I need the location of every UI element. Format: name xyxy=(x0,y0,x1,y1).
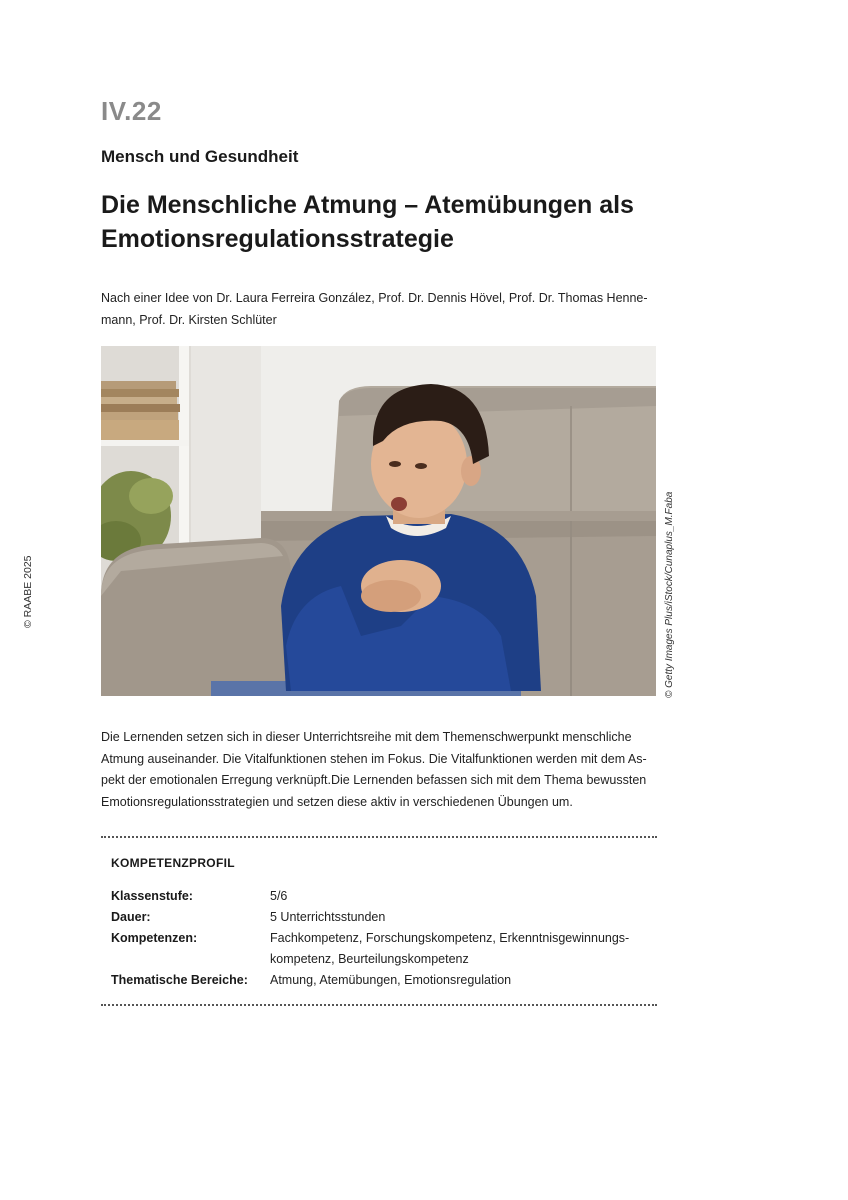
authors-line-1: Nach einer Idee von Dr. Laura Ferreira González, Prof. Dr. Dennis Hövel, Prof. Dr. Thomas Henne- xyxy=(101,291,648,305)
profile-label: Dauer: xyxy=(111,910,151,924)
profile-value: 5/6 xyxy=(270,889,288,903)
divider-bottom xyxy=(101,1004,657,1006)
side-copyright: © RAABE 2025 xyxy=(22,555,34,628)
profile-value-line-2: kompetenz, Beurteilungskompetenz xyxy=(270,952,469,966)
profile-value-line-1: Fachkompetenz, Forschungskompetenz, Erkenntnisgewinnungs- xyxy=(270,931,630,945)
subject-heading: Mensch und Gesundheit xyxy=(101,147,299,166)
authors xyxy=(101,287,661,331)
intro-line-2: Atmung auseinander. Die Vitalfunktionen stehen im Fokus. Die Vitalfunktionen werden mit dem As- xyxy=(101,751,647,766)
profile-label: Klassenstufe: xyxy=(111,889,193,903)
section-number: IV.22 xyxy=(101,96,162,126)
profile-value: 5 Unterrichtsstunden xyxy=(270,910,386,924)
intro-paragraph xyxy=(101,727,657,813)
cover-photo xyxy=(101,346,656,696)
profile-label: Kompetenzen: xyxy=(111,931,198,945)
document-title xyxy=(101,188,701,256)
intro-line-1: Die Lernenden setzen sich in dieser Unterrichtsreihe mit dem Themenschwerpunkt menschliche xyxy=(101,730,632,744)
profile-value: Atmung, Atemübungen, Emotionsregulation xyxy=(270,973,512,987)
profile-label: Thematische Bereiche: xyxy=(111,973,248,987)
title-line-2: Emotionsregulationsstrategie xyxy=(101,225,454,253)
intro-line-4: Emotionsregulationsstrategien und setzen diese aktiv in verschiedenen Übungen um. xyxy=(101,794,573,809)
title-line-1: Die Menschliche Atmung – Atemübungen als xyxy=(101,191,634,219)
divider-top xyxy=(101,836,657,838)
photo-credit: © Getty Images Plus/iStock/Cunaplus_M.Faba xyxy=(664,491,675,698)
authors-line-2: mann, Prof. Dr. Kirsten Schlüter xyxy=(101,313,277,327)
intro-line-3: pekt der emotionalen Erregung verknüpft.Die Lernenden befassen sich mit dem Thema bewussten xyxy=(101,773,647,787)
profile-heading: KOMPETENZPROFIL xyxy=(111,856,235,870)
profile-row-kompetenzen xyxy=(111,928,651,970)
